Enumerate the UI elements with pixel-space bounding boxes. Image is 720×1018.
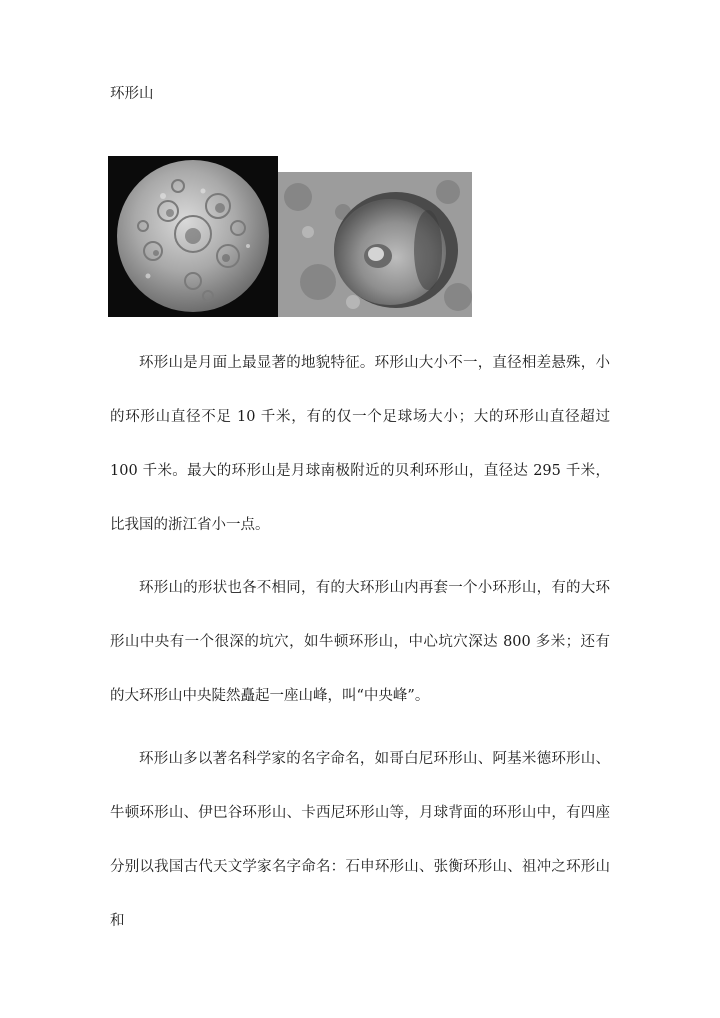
crater-closeup-photo	[278, 172, 472, 317]
paragraph-3: 环形山多以著名科学家的名字命名，如哥白尼环形山、阿基米德环形山、牛顿环形山、伊巴谷环形山、卡西尼环形山等，月球背面的环形山中，有四座分别以我国古代天文学家名字命名：石申环形山、张衡环形山、祖冲之环形山和	[110, 751, 610, 929]
paragraph-1: 环形山是月面上最显著的地貌特征。环形山大小不一，直径相差悬殊，小的环形山直径不足 10 千米，有的仅一个足球场大小；大的环形山直径超过 100 千米。最大的环形山是月球南极附近的贝利环形山，直径达 295 千米，比我国的浙江省小一点。	[110, 355, 610, 533]
paragraph-2: 环形山的形状也各不相同，有的大环形山内再套一个小环形山，有的大环形山中央有一个很深的坑穴，如牛顿环形山，中心坑穴深达 800 多米；还有的大环形山中央陡然矗起一座山峰，叫“中央峰”。	[110, 580, 610, 704]
moon-south-pole-photo	[108, 156, 278, 317]
figure-row	[108, 156, 472, 317]
page-title: 环形山	[110, 86, 154, 102]
